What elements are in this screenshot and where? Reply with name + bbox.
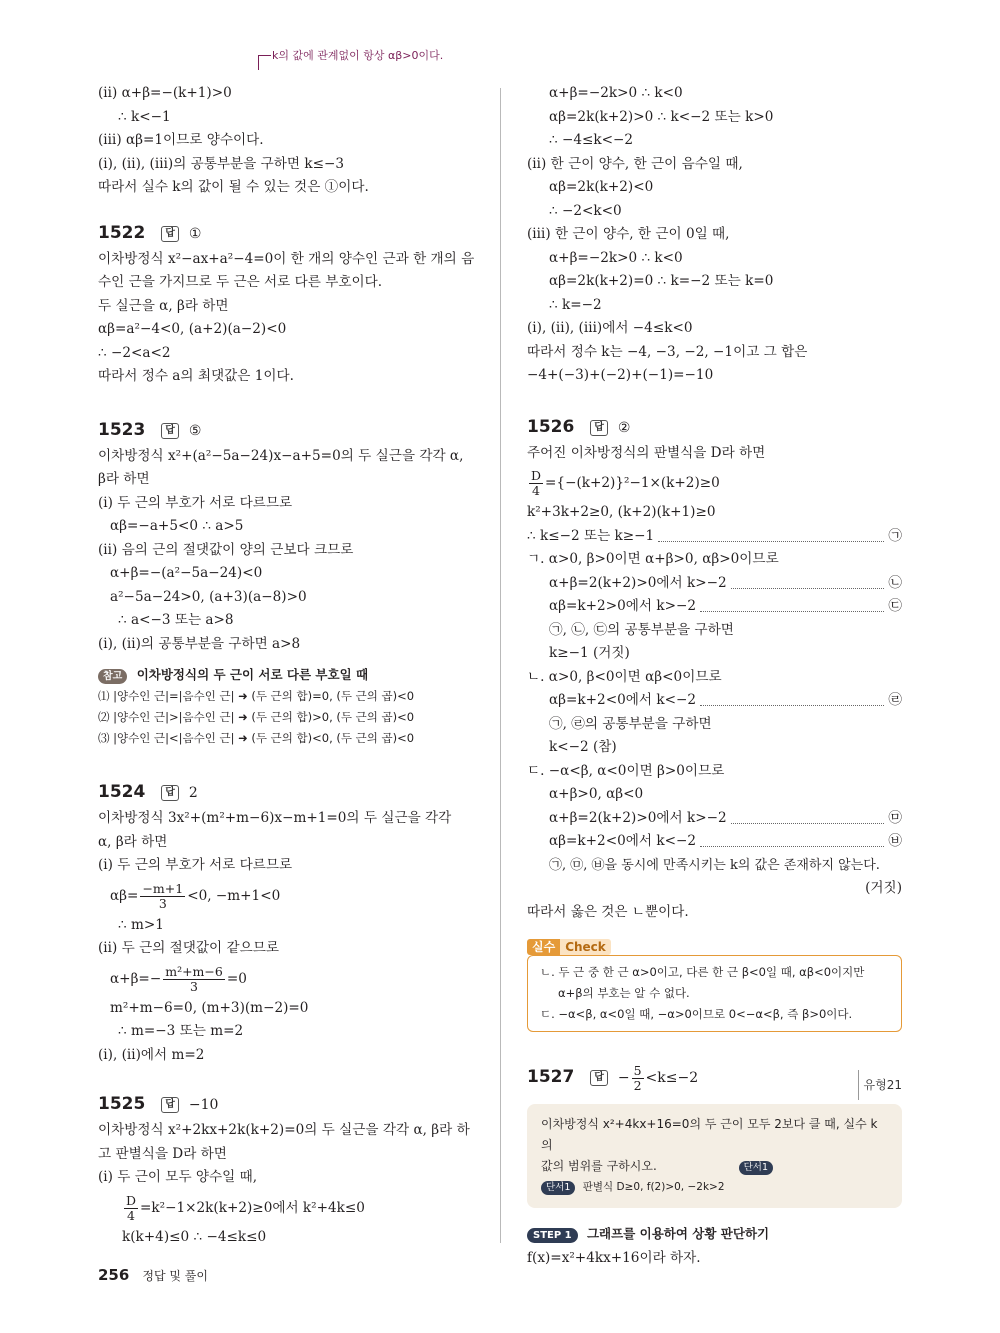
text-line: 이차방정식 3x²+(m²+m−6)x−m+1=0의 두 실근을 각각 <box>98 810 452 826</box>
text-line: ∴ k<−1 <box>118 108 171 125</box>
fraction <box>632 1064 644 1093</box>
circle-mark: ㉡ <box>888 574 902 591</box>
circle-mark: ㉣ <box>888 692 902 708</box>
text-line: 따라서 옳은 것은 ㄴ뿐이다. <box>527 903 689 920</box>
fraction-line <box>98 878 476 914</box>
text-line: (ⅲ) 한 근이 양수, 한 근이 0일 때, <box>527 226 730 242</box>
hint-tag: 단서1 <box>541 1181 575 1195</box>
text-line: (ⅱ) 한 근이 양수, 한 근이 음수일 때, <box>527 155 743 172</box>
text-line: ∴ m=−3 또는 m=2 <box>118 1023 244 1039</box>
problem-header-1522 <box>98 218 476 248</box>
problem-text: 이차방정식 x²+4kx+16=0의 두 근이 모두 2보다 클 때, 실수 k의 <box>541 1117 878 1152</box>
problem-number: 1527 <box>527 1067 575 1087</box>
numerator: D <box>531 468 542 483</box>
text-line: 따라서 정수 k는 −4, −3, −2, −1이고 그 합은 <box>527 343 808 360</box>
check-line: ㄴ. 두 근 중 한 근 α>0이고, 다른 한 근 β<0일 때, αβ<0이지만 <box>540 965 865 979</box>
leader-dots <box>700 695 884 706</box>
answer <box>617 1062 699 1093</box>
text-line: αβ=2k(k+2)>0 ∴ k<−2 또는 k>0 <box>549 108 774 125</box>
answer: ① <box>188 225 202 242</box>
text-line: 고 판별식을 D라 하면 <box>98 1145 227 1162</box>
problem-number: 1525 <box>98 1094 146 1114</box>
text-line: 수인 근을 가지므로 두 근은 서로 다른 부호이다. <box>98 274 383 290</box>
hint-row <box>541 1177 888 1198</box>
leader-dots <box>700 836 884 847</box>
answer: ② <box>617 419 631 436</box>
text-line: m²+m−6=0, (m+3)(m−2)=0 <box>110 999 309 1016</box>
problem-header-1526 <box>527 412 902 442</box>
page-number: 256 <box>98 1266 130 1284</box>
text-line: 따라서 정수 a의 최댓값은 1이다. <box>98 368 294 384</box>
text-line: (거짓) <box>865 880 902 896</box>
leader-dots <box>658 531 884 542</box>
note-line: ⑶ |양수인 근|<|음수인 근| ➜ (두 근의 합)<0, (두 근의 곱)<0 <box>98 731 415 745</box>
circle-mark: ㉤ <box>888 809 902 826</box>
answer-badge: 답 <box>161 1097 179 1113</box>
problem-header-1527 <box>527 1062 902 1092</box>
problem-number: 1526 <box>527 416 575 437</box>
answer-badge: 답 <box>590 1070 608 1086</box>
answer-badge: 답 <box>161 785 179 801</box>
problem-header-1524 <box>98 777 476 807</box>
text-line: ㉠, ㉣의 공통부분을 구하면 <box>549 715 712 732</box>
hint-marker: 단서1 <box>739 1161 773 1175</box>
left-column <box>98 82 476 1249</box>
circle-mark: ㉢ <box>888 598 902 614</box>
text-line: k≥−1 (거짓) <box>549 645 630 661</box>
numerator: −m+1 <box>142 880 184 896</box>
circle-mark: ㉥ <box>888 833 902 849</box>
problem-text: 값의 범위를 구하시오. <box>541 1159 657 1173</box>
check-label <box>527 938 611 955</box>
text-line: ㉠, ㉤, ㉥을 동시에 만족시키는 k의 값은 존재하지 않는다. <box>549 857 880 873</box>
answer: ⑤ <box>188 422 202 439</box>
formula-suffix: =k²−1×2k(k+2)≥0에서 k²+4k≤0 <box>140 1199 365 1216</box>
text-line: α+β>0, αβ<0 <box>549 786 644 802</box>
text-line: α, β라 하면 <box>98 833 168 850</box>
formula-suffix: <0, −m+1<0 <box>187 887 281 904</box>
right-column <box>527 82 902 1271</box>
text-line: α+β=−2k>0 ∴ k<0 <box>549 249 683 266</box>
note-title: 이차방정식의 두 근이 서로 다른 부호일 때 <box>136 667 369 682</box>
fraction <box>163 965 225 994</box>
column-divider <box>500 88 501 1243</box>
text-line: (ⅰ), (ⅱ), (ⅲ)의 공통부분을 구하면 k≤−3 <box>98 155 345 172</box>
answer: −10 <box>188 1097 219 1113</box>
problem-header-1525 <box>98 1089 476 1119</box>
text-segment: αβ=k+2>0에서 k>−2 <box>549 598 696 614</box>
text-line: (ⅰ), (ⅱ), (ⅲ)에서 −4≤k<0 <box>527 320 693 336</box>
text-line: αβ=2k(k+2)<0 <box>549 179 654 195</box>
text-line: 두 실근을 α, β라 하면 <box>98 297 229 314</box>
text-line: 주어진 이차방정식의 판별식을 D라 하면 <box>527 444 766 461</box>
answer: 2 <box>188 785 198 801</box>
hint-text: 판별식 D≥0, f(2)>0, −2k>2 <box>582 1181 725 1193</box>
text-line: (ⅱ) 음의 근의 절댓값이 양의 근보다 크므로 <box>98 541 354 558</box>
check-label-b: Check <box>560 939 611 955</box>
callout-arrow <box>258 55 271 70</box>
answer-suffix: <k≤−2 <box>645 1070 699 1086</box>
text-segment: αβ=k+2<0에서 k<−2 <box>549 833 696 849</box>
text-line: α+β=−(a²−5a−24)<0 <box>110 565 263 581</box>
problem-number: 1524 <box>98 782 146 802</box>
text-line: β라 하면 <box>98 471 150 487</box>
problem-box <box>527 1104 902 1208</box>
text-line: (ⅰ) 두 근의 부호가 서로 다르므로 <box>98 494 293 511</box>
callout-note: k의 값에 관계없이 항상 αβ>0이다. <box>272 49 444 62</box>
text-line: 이차방정식 x²+(a²−5a−24)x−a+5=0의 두 실근을 각각 α, <box>98 447 464 464</box>
fraction-line <box>98 961 476 997</box>
text-line: αβ=−a+5<0 ∴ a>5 <box>110 518 244 534</box>
text-segment: α+β=2(k+2)>0에서 k>−2 <box>549 809 727 826</box>
dotted-line <box>527 525 902 549</box>
text-line: 이차방정식 x²−ax+a²−4=0이 한 개의 양수인 근과 한 개의 음 <box>98 250 475 267</box>
text-line: (ⅲ) αβ=1이므로 양수이다. <box>98 132 264 148</box>
note-line: ⑴ |양수인 근|=|음수인 근| ➜ (두 근의 합)=0, (두 근의 곱)<0 <box>98 689 415 703</box>
answer-badge: 답 <box>161 226 179 242</box>
formula-prefix: α+β=− <box>110 970 162 987</box>
check-line: ㄷ. −α<β, α<0일 때, −α>0이므로 0<−α<β, 즉 β>0이다. <box>540 1007 853 1021</box>
fraction <box>529 469 543 498</box>
type-tag: 유형21 <box>858 1070 902 1100</box>
dotted-line <box>527 572 902 596</box>
numerator: m²+m−6 <box>165 963 223 979</box>
text-line: αβ=2k(k+2)=0 ∴ k=−2 또는 k=0 <box>549 273 774 289</box>
fraction-line <box>527 465 902 501</box>
step-text: 그래프를 이용하여 상황 판단하기 <box>586 1226 770 1241</box>
text-line: α+β=−2k>0 ∴ k<0 <box>549 85 683 101</box>
fraction-line <box>98 1190 476 1226</box>
text-line: (ⅱ) α+β=−(k+1)>0 <box>98 85 232 101</box>
text-line: k<−2 (참) <box>549 739 617 755</box>
text-line: (ⅱ) 두 근의 절댓값이 같으므로 <box>98 940 280 956</box>
text-line: ∴ −2<k<0 <box>549 202 622 219</box>
step-row <box>527 1224 902 1243</box>
formula-prefix: αβ= <box>110 887 139 904</box>
denominator: 3 <box>190 978 198 994</box>
fraction <box>124 1194 138 1223</box>
note-tag: 참고 <box>98 669 127 684</box>
problem-number: 1522 <box>98 222 146 243</box>
check-line: α+β의 부호는 알 수 없다. <box>558 986 690 1000</box>
page-footer <box>98 1265 208 1284</box>
text-line: (ⅰ), (ⅱ)에서 m=2 <box>98 1046 205 1063</box>
problem-number: 1523 <box>98 419 146 440</box>
text-line: (ⅰ), (ⅱ)의 공통부분을 구하면 a>8 <box>98 635 301 652</box>
text-line: (ⅰ) 두 근의 부호가 서로 다르므로 <box>98 857 293 873</box>
text-line: ㉠, ㉡, ㉢의 공통부분을 구하면 <box>549 621 734 638</box>
text-line: ∴ −2<a<2 <box>98 344 171 361</box>
text-line: ∴ −4≤k<−2 <box>549 132 634 148</box>
dotted-line <box>527 595 902 619</box>
text-line: k(k+4)≤0 ∴ −4≤k≤0 <box>122 1228 267 1245</box>
denominator: 3 <box>158 895 167 911</box>
text-line: αβ=a²−4<0, (a+2)(a−2)<0 <box>98 321 287 337</box>
fraction <box>140 882 185 911</box>
numerator: D <box>126 1192 137 1208</box>
answer-badge: 답 <box>161 423 179 439</box>
dotted-line <box>527 689 902 713</box>
text-line: 이차방정식 x²+2kx+2k(k+2)=0의 두 실근을 각각 α, β라 하 <box>98 1122 470 1138</box>
denominator: 4 <box>127 1207 135 1223</box>
text-line: 따라서 실수 k의 값이 될 수 있는 것은 ①이다. <box>98 179 369 195</box>
note-header <box>98 664 476 686</box>
answer-prefix: − <box>617 1070 630 1086</box>
note-line: ⑵ |양수인 근|>|음수인 근| ➜ (두 근의 합)>0, (두 근의 곱)<0 <box>98 710 415 724</box>
leader-dots <box>731 578 885 589</box>
check-label-a: 실수 <box>527 939 560 955</box>
formula-suffix: =0 <box>226 970 247 987</box>
circle-mark: ㉠ <box>888 527 902 544</box>
text-segment: αβ=k+2<0에서 k<−2 <box>549 692 696 708</box>
text-line: f(x)=x²+4kx+16이라 하자. <box>527 1250 701 1266</box>
text-segment: ∴ k≤−2 또는 k≥−1 <box>527 527 655 544</box>
leader-dots <box>731 813 885 824</box>
dotted-line <box>527 807 902 831</box>
dotted-line <box>527 830 902 854</box>
text-line: a²−5a−24>0, (a+3)(a−8)>0 <box>110 588 307 605</box>
text-line: ㄷ. −α<β, α<0이면 β>0이므로 <box>527 762 725 779</box>
numerator: 5 <box>633 1062 642 1078</box>
text-line: ㄱ. α>0, β>0이면 α+β>0, αβ>0이므로 <box>527 551 779 567</box>
step-tag: STEP 1 <box>527 1228 578 1243</box>
page-title: 정답 및 풀이 <box>142 1269 208 1283</box>
leader-dots <box>700 601 884 612</box>
denominator: 4 <box>532 483 540 498</box>
text-line: −4+(−3)+(−2)+(−1)=−10 <box>527 367 714 383</box>
problem-text-2 <box>541 1156 888 1177</box>
check-box <box>527 955 902 1032</box>
formula-suffix: ={−(k+2)}²−1×(k+2)≥0 <box>545 475 720 491</box>
text-line: ∴ m>1 <box>118 916 164 933</box>
answer-badge: 답 <box>590 420 608 436</box>
text-line: (ⅰ) 두 근이 모두 양수일 때, <box>98 1169 258 1185</box>
text-line: ∴ k=−2 <box>549 296 602 313</box>
text-line: k²+3k+2≥0, (k+2)(k+1)≥0 <box>527 504 716 520</box>
text-line: ∴ a<−3 또는 a>8 <box>118 612 234 628</box>
text-line: ㄴ. α>0, β<0이면 αβ<0이므로 <box>527 668 722 685</box>
denominator: 2 <box>633 1077 642 1093</box>
text-segment: α+β=2(k+2)>0에서 k>−2 <box>549 574 727 591</box>
problem-header-1523 <box>98 415 476 445</box>
